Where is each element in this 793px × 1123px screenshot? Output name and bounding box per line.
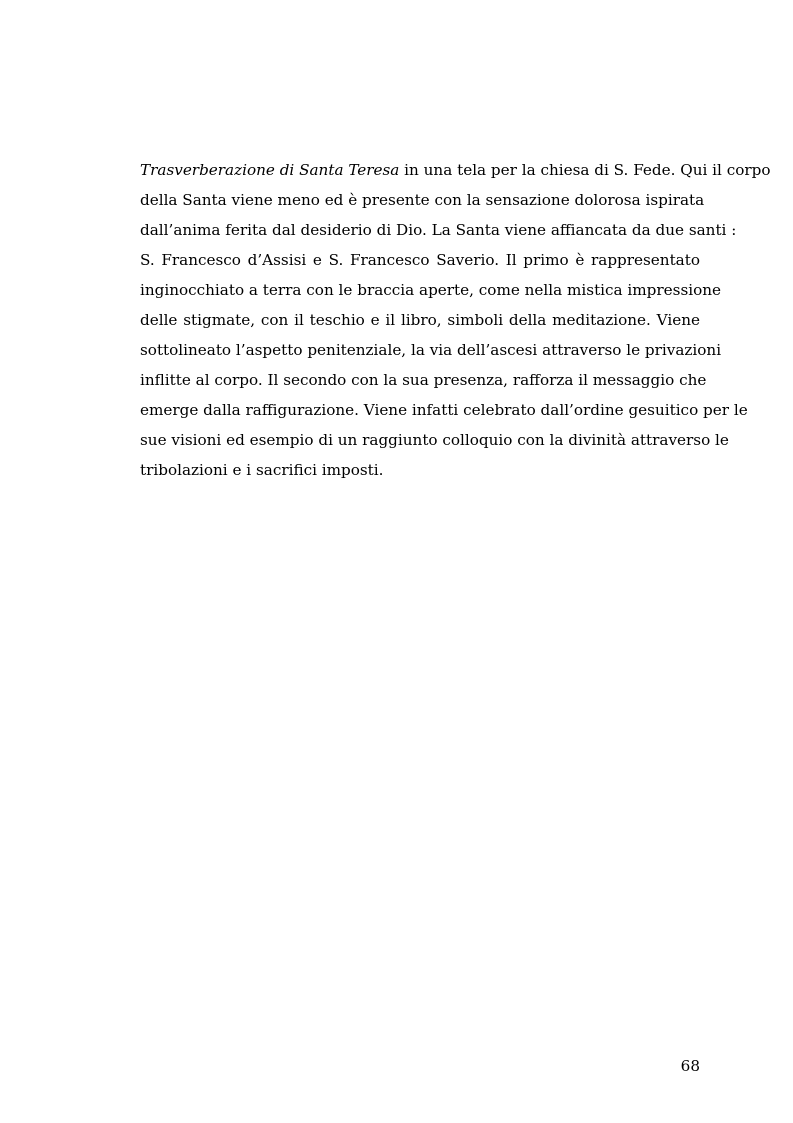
paragraph-line-1 (140, 155, 771, 185)
paragraph-line-2: della Santa viene meno ed è presente con la sensazione dolorosa ispirata (140, 191, 705, 209)
body-paragraph (140, 155, 771, 485)
paragraph-line-3: dall’anima ferita dal desiderio di Dio. La Santa viene affiancata da due santi : (140, 221, 737, 239)
paragraph-line-11: tribolazioni e i sacrifici imposti. (140, 461, 384, 479)
paragraph-line-10: sue visioni ed esempio di un raggiunto colloquio con la divinità attraverso le (140, 431, 729, 449)
paragraph-line-4: S. Francesco d’Assisi e S. Francesco Saverio. Il primo è rappresentato (140, 251, 700, 269)
paragraph-line-8: inflitte al corpo. Il secondo con la sua presenza, rafforza il messaggio che (140, 371, 707, 389)
paragraph-line-9: emerge dalla raffigurazione. Viene infatti celebrato dall’ordine gesuitico per le (140, 401, 748, 419)
paragraph-line-7: sottolineato l’aspetto penitenziale, la via dell’ascesi attraverso le privazioni (140, 341, 722, 359)
paragraph-line-5: inginocchiato a terra con le braccia aperte, come nella mistica impressione (140, 281, 722, 299)
paragraph-line-1-text: in una tela per la chiesa di S. Fede. Qui il corpo (399, 161, 771, 179)
page-number: 68 (680, 1057, 700, 1075)
artwork-title: Trasverberazione di Santa Teresa (140, 161, 400, 179)
paragraph-line-6: delle stigmate, con il teschio e il libro, simboli della meditazione. Viene (140, 311, 700, 329)
